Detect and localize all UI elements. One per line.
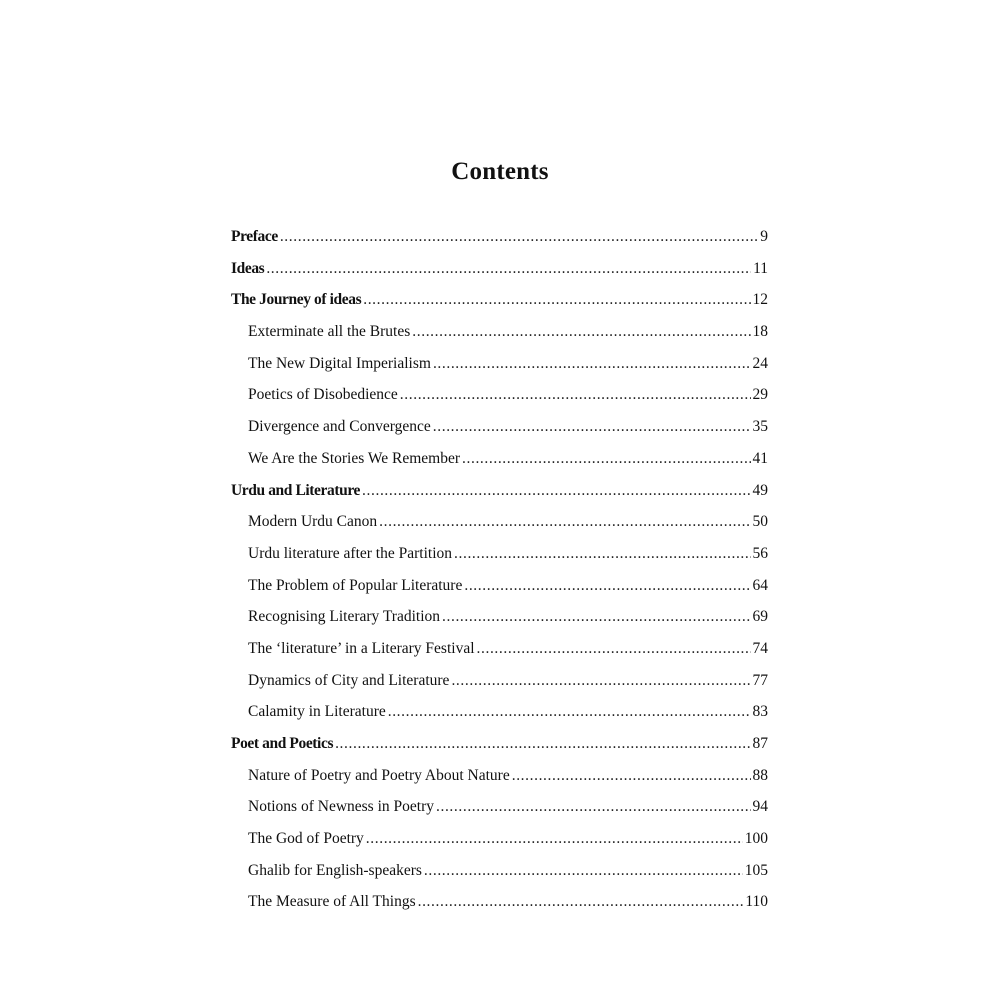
toc-dot-leader	[366, 830, 743, 848]
toc-dot-leader	[451, 672, 750, 690]
toc-dot-leader	[388, 703, 751, 721]
toc-entry-page-number: 11	[753, 259, 768, 277]
toc-dot-leader	[400, 386, 751, 404]
toc-entry-label: Divergence and Convergence	[248, 418, 431, 436]
toc-entry-notions-of-newness	[231, 798, 768, 830]
toc-entry-ghalib-for-english-speakers	[231, 862, 768, 894]
toc-entry-page-number: 41	[752, 449, 768, 467]
toc-entry-poet-and-poetics	[231, 735, 768, 767]
toc-entry-label: Nature of Poetry and Poetry About Nature	[248, 766, 510, 784]
toc-dot-leader	[512, 767, 751, 785]
toc-entry-page-number: 105	[744, 861, 768, 879]
toc-entry-label: Modern Urdu Canon	[248, 513, 378, 531]
toc-entry-label: Calamity in Literature	[248, 703, 386, 721]
toc-dot-leader	[433, 355, 751, 373]
toc-entry-label: Preface	[231, 228, 278, 245]
toc-dot-leader	[379, 513, 750, 531]
toc-dot-leader	[412, 323, 750, 341]
toc-entry-page-number: 69	[752, 608, 768, 626]
toc-dot-leader	[418, 893, 744, 911]
page-title: Contents	[451, 158, 549, 185]
toc-entry-page-number: 49	[752, 481, 768, 499]
toc-entry-exterminate-all-the-brutes	[231, 323, 768, 355]
toc-dot-leader	[477, 640, 751, 658]
toc-entry-urdu-and-literature	[231, 482, 768, 514]
toc-entry-calamity-in-literature	[231, 703, 768, 735]
toc-entry-label: Poetics of Disobedience	[248, 386, 398, 404]
toc-dot-leader	[424, 862, 743, 880]
toc-entry-journey-of-ideas	[231, 291, 768, 323]
toc-entry-modern-urdu-canon	[231, 513, 768, 545]
toc-entry-label: The New Digital Imperialism	[248, 354, 431, 372]
toc-dot-leader	[436, 798, 751, 816]
toc-entry-label: The God of Poetry	[248, 830, 364, 848]
toc-entry-label: Notions of Newness in Poetry	[248, 798, 434, 816]
toc-entry-page-number: 50	[752, 513, 768, 531]
toc-entry-page-number: 9	[760, 228, 768, 245]
toc-entry-poetics-of-disobedience	[231, 386, 768, 418]
toc-dot-leader	[280, 228, 758, 246]
table-of-contents	[231, 228, 768, 925]
toc-entry-we-are-the-stories	[231, 450, 768, 482]
toc-entry-dynamics-of-city-and-literature	[231, 672, 768, 704]
toc-entry-new-digital-imperialism	[231, 355, 768, 387]
toc-entry-label: Recognising Literary Tradition	[248, 608, 441, 626]
toc-entry-page-number: 12	[752, 291, 768, 309]
toc-entry-urdu-literature-after-partition	[231, 545, 768, 577]
toc-entry-measure-of-all-things	[231, 893, 768, 925]
toc-entry-page-number: 110	[745, 893, 768, 911]
toc-entry-page-number: 77	[752, 671, 768, 689]
toc-entry-label: Urdu literature after the Partition	[248, 544, 453, 562]
toc-entry-god-of-poetry	[231, 830, 768, 862]
toc-dot-leader	[433, 418, 751, 436]
toc-dot-leader	[335, 735, 750, 753]
toc-dot-leader	[442, 608, 750, 626]
toc-entry-page-number: 56	[752, 544, 768, 562]
toc-entry-label: Exterminate all the Brutes	[248, 323, 411, 341]
toc-entry-label: Ideas	[231, 259, 265, 277]
toc-entry-page-number: 100	[744, 830, 768, 848]
toc-dot-leader	[462, 450, 750, 468]
toc-entry-page-number: 74	[752, 639, 768, 657]
toc-entry-problem-of-popular-literature	[231, 577, 768, 609]
toc-entry-page-number: 83	[752, 703, 768, 721]
toc-entry-label: Urdu and Literature	[231, 481, 361, 499]
toc-entry-label: The Problem of Popular Literature	[248, 576, 463, 594]
toc-entry-page-number: 88	[752, 766, 768, 784]
toc-dot-leader	[464, 577, 750, 595]
toc-entry-page-number: 94	[752, 798, 768, 816]
toc-entry-page-number: 64	[752, 576, 768, 594]
toc-entry-preface	[231, 228, 768, 260]
toc-dot-leader	[454, 545, 750, 563]
toc-entry-literature-in-literary-festival	[231, 640, 768, 672]
toc-entry-label: The Measure of All Things	[248, 893, 416, 911]
toc-entry-label: We Are the Stories We Remember	[248, 449, 461, 467]
toc-entry-label: Dynamics of City and Literature	[248, 671, 450, 689]
toc-entry-recognising-literary-tradition	[231, 608, 768, 640]
toc-dot-leader	[362, 482, 750, 500]
toc-entry-label: The ‘literature’ in a Literary Festival	[248, 639, 475, 657]
toc-entry-page-number: 29	[752, 386, 768, 404]
toc-entry-page-number: 87	[752, 735, 768, 752]
toc-entry-label: Ghalib for English-speakers	[248, 861, 422, 879]
toc-entry-label: The Journey of ideas	[231, 291, 362, 309]
toc-entry-page-number: 35	[752, 418, 768, 436]
toc-entry-page-number: 18	[752, 323, 768, 341]
toc-dot-leader	[266, 260, 751, 278]
toc-entry-page-number: 24	[752, 354, 768, 372]
toc-entry-label: Poet and Poetics	[231, 735, 334, 752]
toc-entry-ideas	[231, 260, 768, 292]
toc-entry-nature-of-poetry	[231, 767, 768, 799]
toc-dot-leader	[363, 291, 750, 309]
toc-entry-divergence-and-convergence	[231, 418, 768, 450]
